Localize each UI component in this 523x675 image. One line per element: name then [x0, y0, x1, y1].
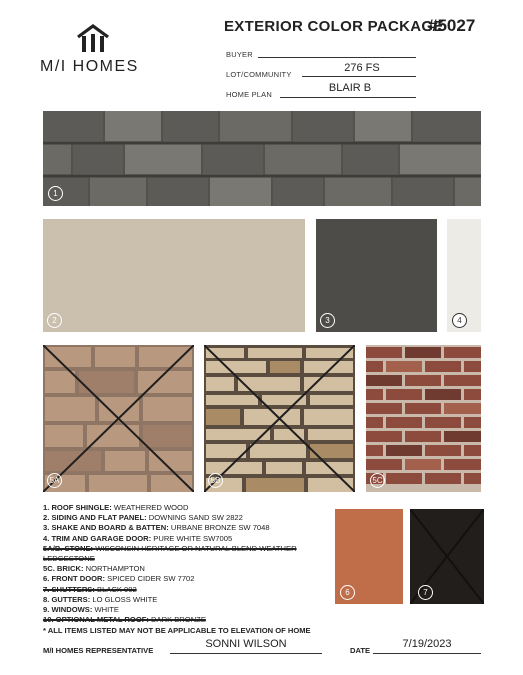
- company-logo-text: M/I HOMES: [40, 58, 139, 75]
- list-item: 2. SIDING AND FLAT PANEL: DOWNING SAND SW 2822: [43, 513, 243, 523]
- date-label: DATE: [350, 646, 371, 655]
- buyer-line: [258, 57, 416, 58]
- package-number: #5027: [428, 16, 476, 35]
- swatch-number-badge: 5C: [370, 473, 385, 488]
- list-item: 4. TRIM AND GARAGE DOOR: PURE WHITE SW7005: [43, 533, 233, 543]
- stone-5a-swatch: [43, 345, 194, 492]
- roof-shingle-swatch: [43, 111, 481, 206]
- swatch-number-badge: 3: [320, 313, 335, 328]
- stone-5b-texture: [204, 345, 355, 492]
- representative-label: M/I HOMES REPRESENTATIVE: [43, 646, 154, 655]
- lot-community-line: [302, 76, 416, 77]
- shake-swatch: [316, 219, 437, 332]
- list-item: 1. ROOF SHINGLE: WEATHERED WOOD: [43, 503, 189, 512]
- front-door-swatch: [335, 509, 403, 604]
- representative-value: SONNI WILSON: [205, 638, 287, 650]
- selection-list: [43, 503, 343, 625]
- representative-line: [170, 653, 322, 654]
- swatch-number-badge: 4: [452, 313, 467, 328]
- home-plan-label: HOME PLAN: [226, 90, 272, 99]
- swatch-number-badge: 5B: [208, 473, 223, 488]
- date-line: [373, 653, 481, 654]
- shutters-swatch: [410, 509, 484, 604]
- page-title: EXTERIOR COLOR PACKAGE: [224, 18, 444, 35]
- list-item: 9. WINDOWS: WHITE: [43, 605, 119, 615]
- shingle-texture: [43, 111, 481, 206]
- list-item-struck: 5A/B. STONE: WISCONSIN HERITAGE OR NATURAL BLEND WEATHER LEDGESTONE: [43, 543, 297, 564]
- swatch-number-badge: 2: [47, 313, 62, 328]
- swatch-number-badge: 7: [418, 585, 433, 600]
- home-plan-value: BLAIR B: [328, 82, 372, 94]
- home-plan-line: [280, 97, 416, 98]
- list-item: 6. FRONT DOOR: SPICED CIDER SW 7702: [43, 574, 195, 584]
- lot-community-value: 276 FS: [344, 62, 380, 74]
- siding-swatch: [43, 219, 305, 332]
- lot-community-label: LOT/COMMUNITY: [226, 70, 292, 79]
- list-item: 8. GUTTERS: LO GLOSS WHITE: [43, 594, 158, 604]
- house-logo-icon: [76, 24, 110, 52]
- list-item: 3. SHAKE AND BOARD & BATTEN: URBANE BRONZE SW 7048: [43, 523, 270, 533]
- list-item: 5C. BRICK: NORTHAMPTON: [43, 564, 145, 574]
- date-value: 7/19/2023: [402, 638, 452, 650]
- swatch-number-badge: 5A: [47, 473, 62, 488]
- list-item-struck: 10. OPTIONAL METAL ROOF: DARK BRONZE: [43, 615, 206, 625]
- brick-5c-swatch: [366, 345, 481, 492]
- swatch-number-badge: 6: [340, 585, 355, 600]
- list-item-struck: 7. SHUTTERS: BLACK 002: [43, 584, 137, 594]
- swatch-number-badge: 1: [48, 186, 63, 201]
- stone-5b-swatch: [204, 345, 355, 492]
- buyer-label: BUYER: [226, 50, 253, 59]
- trim-swatch: [447, 219, 481, 332]
- stone-5a-texture: [43, 345, 194, 492]
- applicability-note: * ALL ITEMS LISTED MAY NOT BE APPLICABLE TO ELEVATION OF HOME: [43, 626, 311, 635]
- brick-texture: [366, 345, 481, 492]
